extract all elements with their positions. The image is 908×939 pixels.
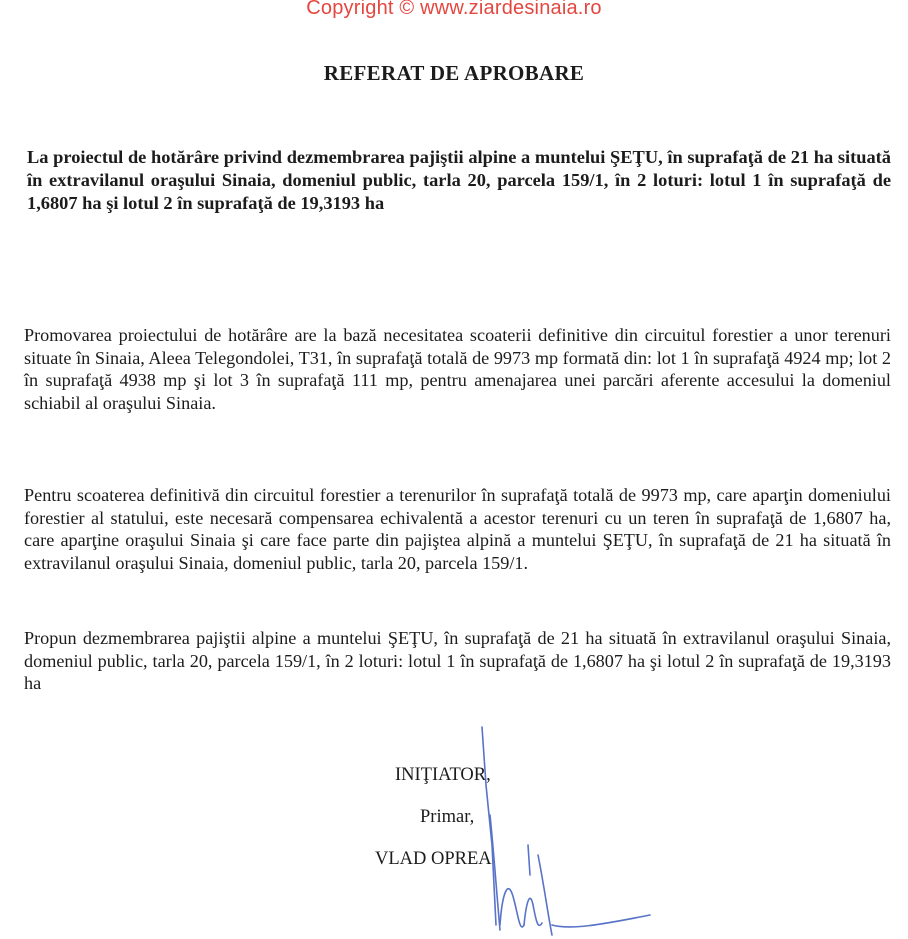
signature-initiator-label: INIŢIATOR, — [395, 765, 491, 785]
body-paragraph: Pentru scoaterea definitivă din circuitul forestier a terenurilor în suprafaţă totală de 9973 mp, care aparţin domeniului forestier al statului, este necesară compensarea echivalentă a acestor terenuri cu un teren în suprafaţă de 1,6807 ha, care aparţine oraşului Sinaia şi care face parte din pajiştea alpină a muntelui ŞEŢU, în suprafaţă de 21 ha situată în extravilanul oraşului Sinaia, domeniul public, tarla 20, parcela 159/1. — [24, 485, 891, 573]
body-paragraph: Propun dezmembrarea pajiştii alpine a muntelui ŞEŢU, în suprafaţă de 21 ha situată în extravilanul oraşului Sinaia, domeniul public, tarla 20, parcela 159/1, în 2 loturi: lotul 1 în suprafaţă de 1,6807 ha şi lotul 2 în suprafaţă de 19,3193 ha — [24, 628, 891, 693]
body-paragraph: Promovarea proiectului de hotărâre are la bază necesitatea scoaterii definitive din circuitul forestier a unor terenuri situate în Sinaia, Aleea Telegondolei, T31, în suprafaţă totală de 9973 mp formată din: lot 1 în suprafaţă 4924 mp; lot 2 în suprafaţă 4938 mp şi lot 3 în suprafaţă 111 mp, pentru amenajarea unei parcări aferente accesului la domeniul schiabil al oraşului Sinaia. — [24, 325, 891, 413]
handwritten-signature — [470, 725, 670, 939]
signature-role-label: Primar, — [420, 807, 475, 827]
copyright-watermark: Copyright © www.ziardesinaia.ro — [306, 0, 602, 19]
document-subject: La proiectul de hotărâre privind dezmembrarea pajiştii alpine a muntelui ŞEŢU, în suprafaţă de 21 ha situată în extravilanul oraşului Sinaia, domeniul public, tarla 20, parcela 159/1, în 2 loturi: lotul 1 în suprafaţă de 1,6807 ha şi lotul 2 în suprafaţă de 19,3193 ha — [27, 147, 891, 213]
signature-name-label: VLAD OPREA — [375, 849, 492, 869]
document-title: REFERAT DE APROBARE — [323, 61, 585, 85]
